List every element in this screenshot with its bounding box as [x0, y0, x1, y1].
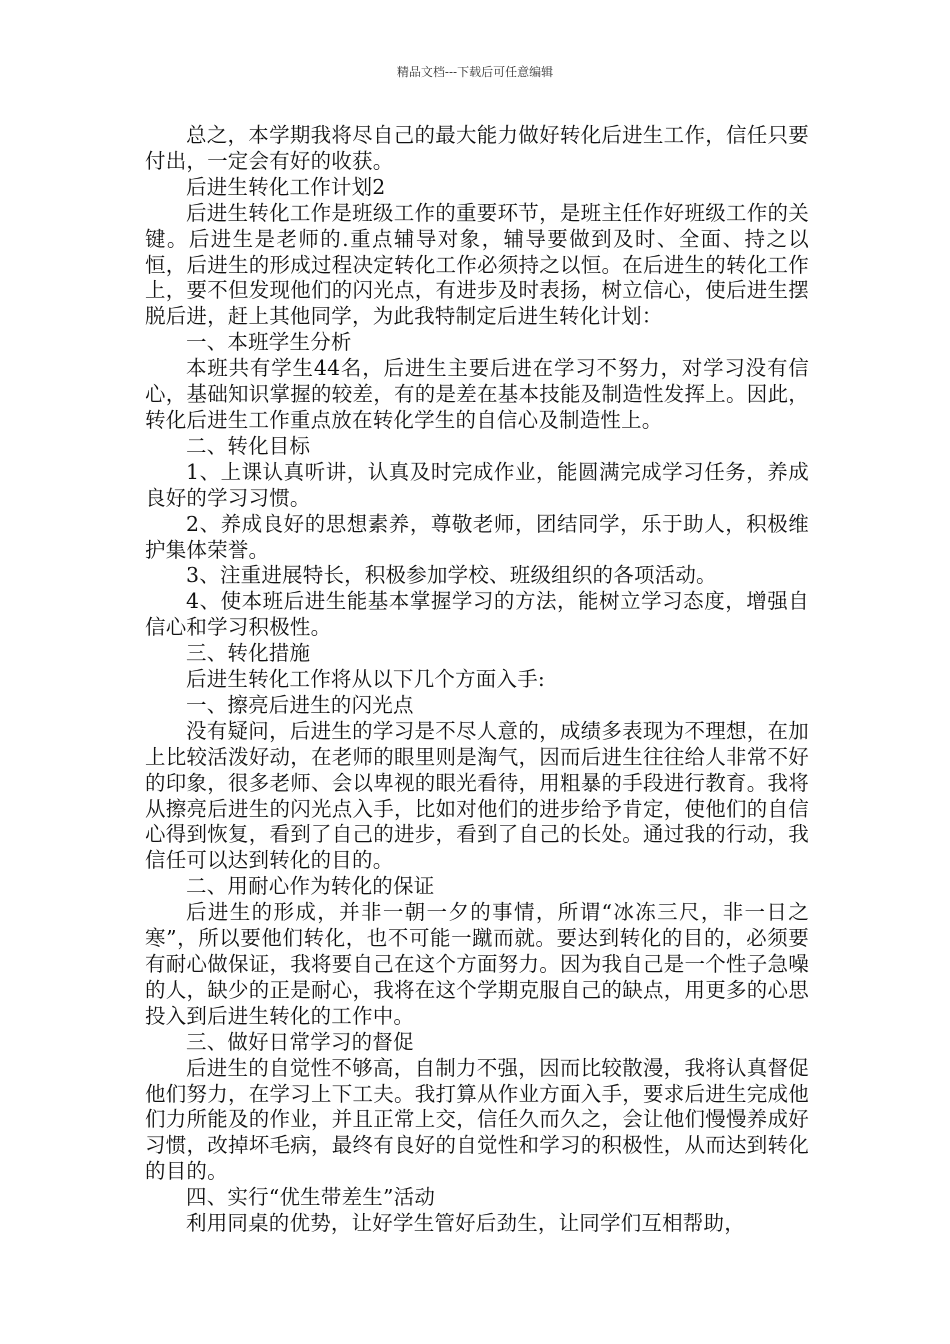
section-heading-goals: 二、转化目标: [186, 433, 311, 458]
subheading-peer-help: 四、实行“优生带差生”活动: [186, 1185, 436, 1210]
paragraph-intro: 后进生转化工作是班级工作的重要环节，是班主任作好班级工作的关键。后进生是老师的.重点辅导对象，辅导要做到及时、全面、持之以恒，后进生的形成过程决定转化工作必须持之以恒。在后进生的转化工作上，要不但发现他们的闪光点，有进步及时表扬，树立信心，使后进生摆脱后进，赶上其他同学，为此我特制定后进生转化计划：: [145, 200, 809, 329]
paragraph-bright-spots: 没有疑问，后进生的学习是不尽人意的，成绩多表现为不理想，在加上比较活泼好动，在老师的眼里则是淘气，因而后进生往往给人非常不好的印象，很多老师、会以卑视的眼光看待，用粗暴的手段进行教育。我将从擦亮后进生的闪光点入手，比如对他们的进步给予肯定，使他们的自信心得到恢复，看到了自己的进步，看到了自己的长处。通过我的行动，我信任可以达到转化的目的。: [145, 718, 809, 873]
subheading-bright-spots: 一、擦亮后进生的闪光点: [186, 692, 414, 717]
section-heading-measures: 三、转化措施: [186, 641, 311, 666]
paragraph-peer-help: 利用同桌的优势，让好学生管好后劲生，让同学们互相帮助，: [186, 1211, 745, 1236]
goal-item-4: 4、使本班后进生能基本掌握学习的方法，能树立学习态度，增强自信心和学习积极性。: [145, 589, 809, 640]
goal-item-2: 2、养成良好的思想素养，尊敬老师，团结同学，乐于助人，积极维护集体荣誉。: [145, 511, 809, 562]
goal-item-3: 3、注重进展特长，积极参加学校、班级组织的各项活动。: [186, 563, 717, 588]
paragraph-patience: 后进生的形成，并非一朝一夕的事情，所谓“冰冻三尺，非一日之寒”，所以要他们转化，也不可能一蹴而就。要达到转化的目的，必须要有耐心做保证，我将要自己在这个方面努力。因为我自己是一个性子急噪的人，缺少的正是耐心，我将在这个学期克服自己的缺点，用更多的心思投入到后进生转化的工作中。: [145, 900, 809, 1028]
plan-title: 后进生转化工作计划2: [186, 174, 386, 199]
subheading-daily-study: 三、做好日常学习的督促: [186, 1029, 414, 1054]
paragraph-daily-study: 后进生的自觉性不够高，自制力不强，因而比较散漫，我将认真督促他们努力，在学习上下工夫。我打算从作业方面入手，要求后进生完成他们力所能及的作业，并且正常上交，信任久而久之，会让他们慢慢养成好习惯，改掉坏毛病，最终有良好的自觉性和学习的积极性，从而达到转化的目的。: [145, 1055, 809, 1184]
paragraph-conclusion: 总之，本学期我将尽自己的最大能力做好转化后进生工作，信任只要付出，一定会有好的收获。: [145, 123, 809, 173]
goal-item-1: 1、上课认真听讲，认真及时完成作业，能圆满完成学习任务，养成良好的学习习惯。: [145, 459, 809, 510]
document-body: [145, 123, 809, 1237]
page-header: 精品文档---下载后可任意编辑: [396, 65, 554, 79]
paragraph-measures-intro: 后进生转化工作将从以下几个方面入手:: [186, 667, 546, 692]
section-heading-analysis: 一、本班学生分析: [186, 330, 352, 355]
subheading-patience: 二、用耐心作为转化的保证: [186, 874, 435, 899]
paragraph-analysis: 本班共有学生44名，后进生主要后进在学习不努力，对学习没有信心，基础知识掌握的较差，有的是差在基本技能及制造性发挥上。因此，转化后进生工作重点放在转化学生的自信心及制造性上。: [145, 356, 809, 432]
